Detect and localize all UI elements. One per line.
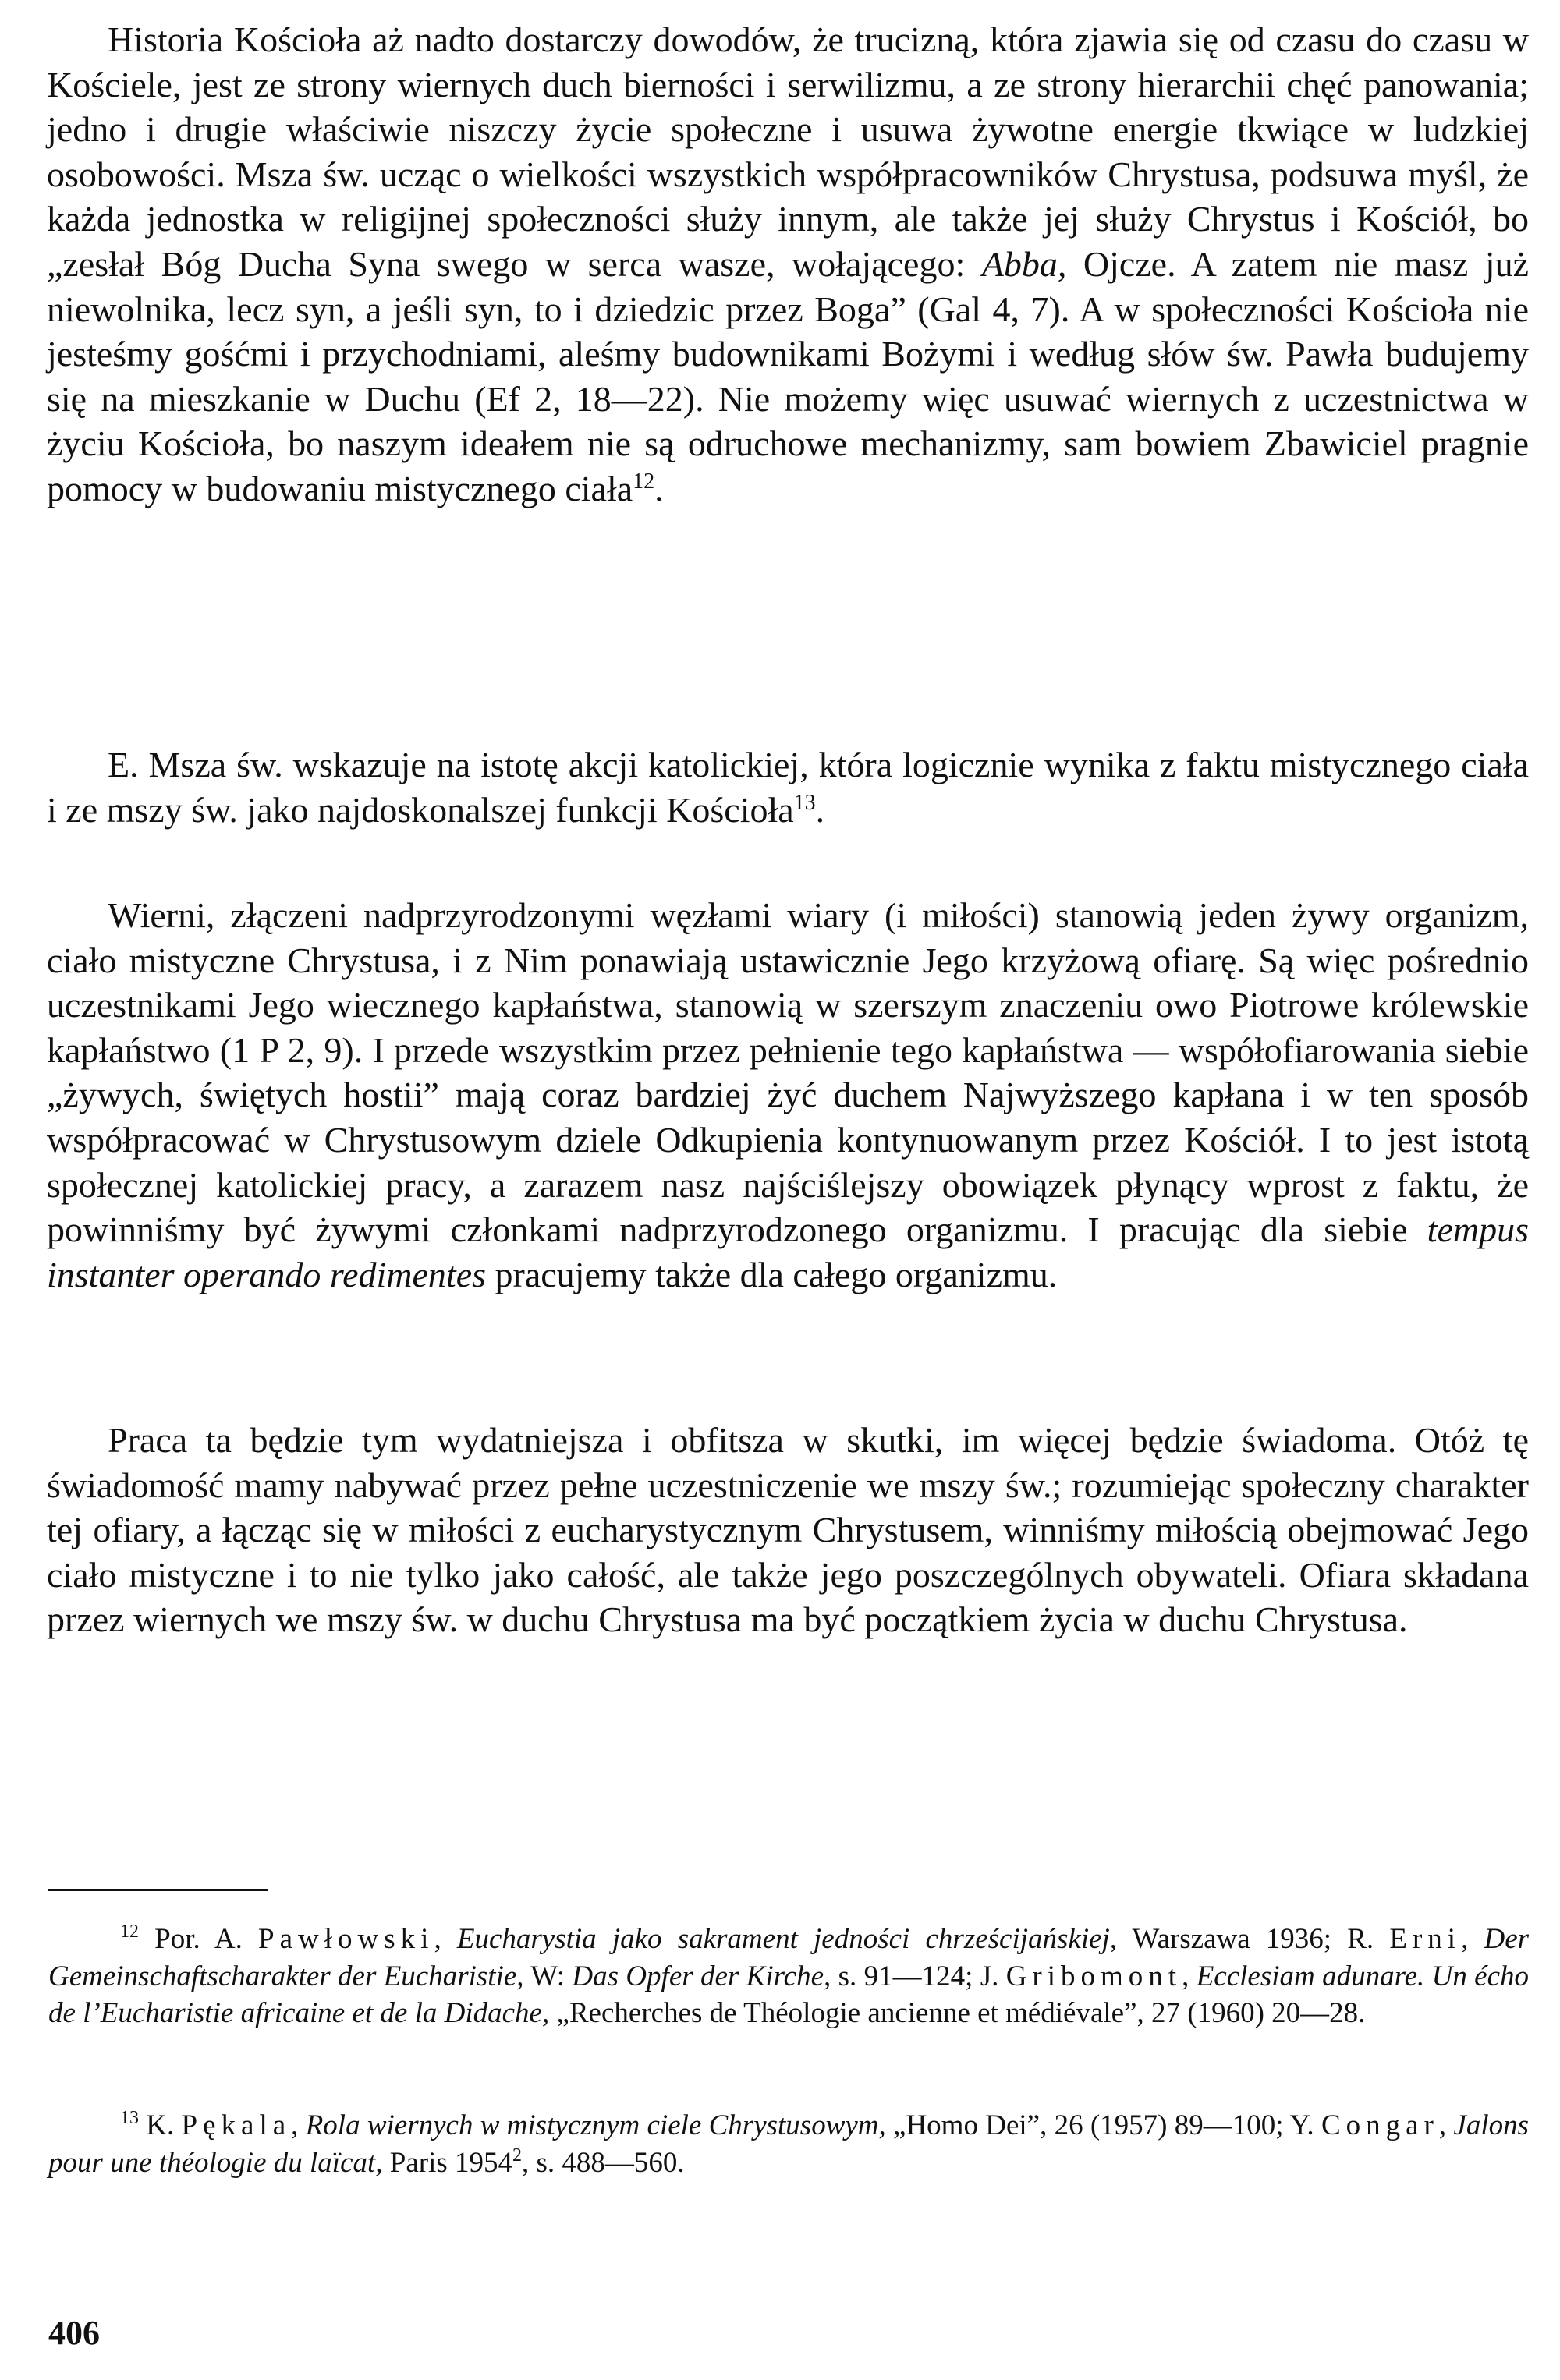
edition-superscript: 2 <box>512 2144 523 2166</box>
work-title: Rola wiernych w mistycznym ciele Chrystusowym, <box>305 2109 886 2141</box>
paragraph-text: Historia Kościoła aż nadto dostarczy dowodów, że trucizną, która zjawia się od czasu do czasu w Kościele, jest ze strony wiernych duch bierności i serwilizmu, a ze strony hierarchii chęć panowania; jedno i drugie właściwie niszczy życie społeczne i usuwa żywotne energie tkwiące w ludzkiej osobowości. Msza św. ucząc o wielkości wszystkich współpracowników Chrystusa, podsuwa myśl, że każda jednostka w religijnej społeczności służy innym, ale także jej służy Chrystus i Kościół, bo „zesłał Bóg Ducha Syna swego w serca wasze, wołającego: <box>47 19 1529 284</box>
paragraph-faithful <box>47 893 1529 1297</box>
paragraph-text: . <box>815 789 825 830</box>
footnote-text: „Homo Dei”, 26 (1957) 89—100; Y. <box>885 2109 1321 2141</box>
paragraph-text: pracujemy także dla całego organizmu. <box>486 1254 1058 1294</box>
footnote-13 <box>48 2107 1529 2181</box>
paragraph-section-e <box>47 742 1529 832</box>
paragraph-church-history <box>47 17 1529 512</box>
footnote-12 <box>48 1921 1529 2032</box>
footnote-text: , <box>1461 1923 1484 1955</box>
footnote-reference: 12 <box>633 469 655 494</box>
footnote-text: Warszawa 1936; R. <box>1117 1923 1390 1955</box>
footnote-reference: 13 <box>793 790 816 815</box>
footnote-text: W: <box>523 1960 573 1992</box>
footnote-number: 12 <box>120 1921 139 1942</box>
footnote-text: s. 91—124; J. <box>831 1960 1006 1992</box>
footnote-text: , <box>1438 2109 1454 2141</box>
paragraph-text: . <box>654 468 664 508</box>
work-title: Eucharystia jako sakrament jedności chrześcijańskiej, <box>456 1923 1118 1955</box>
italic-phrase: tempus instanter operando redimentes <box>47 1209 1529 1294</box>
page-number: 406 <box>48 2314 100 2352</box>
author-name: Erni <box>1389 1923 1462 1955</box>
author-name: Congar <box>1321 2109 1439 2141</box>
footnote-text: K. <box>146 2109 182 2141</box>
author-name: Gribomont <box>1005 1960 1182 1992</box>
footnote-text: , <box>434 1923 457 1955</box>
author-name: Pękala <box>181 2109 292 2141</box>
paragraph-text: Praca ta będzie tym wydatniejsza i obfitsza w skutki, im więcej będzie świadoma. Otóż tę świadomość mamy nabywać przez pełne uczestniczenie we mszy św.; rozumiejąc społeczny charakter tej ofiary, a łącząc się w miłości z eucharystycznym Chrystusem, winniśmy miłością obejmować Jego ciało mistyczne i to nie tylko jako całość, ale także jego poszczególnych obywateli. Ofiara składana przez wiernych we mszy św. w duchu Chrystusa ma być początkiem życia w duchu Chrystusa. <box>47 1420 1529 1640</box>
paragraph-text: Ojcze. A zatem nie masz już niewolnika, lecz syn, a jeśli syn, to i dziedzic przez Boga” (Gal 4, 7). A w społeczności Kościoła nie jesteśmy gośćmi i przychodniami, aleśmy budownikami Bożymi i według słów św. Pawła budujemy się na mieszkanie w Duchu (Ef 2, 18—22). Nie możemy więc usuwać wiernych z uczestnictwa w życiu Kościoła, bo naszym ideałem nie są odruchowe mechanizmy, sam bowiem Zbawiciel pragnie pomocy w budowaniu mistycznego ciała <box>47 243 1529 508</box>
author-name: Pawłowski <box>258 1923 434 1955</box>
paragraph-work <box>47 1418 1529 1642</box>
footnote-number: 13 <box>120 2108 139 2128</box>
footnote-text: Paris 1954 <box>382 2146 513 2179</box>
footnote-text: , <box>291 2109 306 2141</box>
work-title: Das Opfer der Kirche, <box>572 1960 831 1992</box>
paragraph-text: E. Msza św. wskazuje na istotę akcji katolickiej, która logicznie wynika z faktu mistycznego ciała i ze mszy św. jako najdoskonalszej funkcji Kościoła <box>47 745 1529 830</box>
footnote-separator <box>48 1889 268 1891</box>
footnote-text: „Recherches de Théologie ancienne et médiévale”, 27 (1960) 20—28. <box>549 1997 1366 2030</box>
italic-phrase: Abba, <box>981 243 1067 284</box>
footnote-text: , <box>1182 1960 1197 1992</box>
footnote-text: , s. 488—560. <box>522 2146 685 2179</box>
footnote-text: Por. A. <box>154 1923 259 1955</box>
work-title: Der Gemeinschaftscharakter der Eucharistie, <box>48 1923 1530 1992</box>
work-title: Ecclesiam adunare. Un écho de l’Eucharistie africaine et de la Didache, <box>48 1960 1530 2030</box>
paragraph-text: Wierni, złączeni nadprzyrodzonymi węzłami wiary (i miłości) stanowią jeden żywy organizm, ciało mistyczne Chrystusa, i z Nim ponawiają ustawicznie Jego krzyżową ofiarę. Są więc pośrednio uczestnikami Jego wiecznego kapłaństwa, stanowią w szerszym znaczeniu owo Piotrowe królewskie kapłaństwo (1 P 2, 9). I przede wszystkim przez pełnienie tego kapłaństwa — współofiarowania siebie „żywych, świętych hostii” mają coraz bardziej żyć duchem Najwyższego kapłana i w ten sposób współpracować w Chrystusowym dziele Odkupienia kontynuowanym przez Kościół. I to jest istotą społecznej katolickiej pracy, a zarazem nasz najściślejszy obowiązek płynący wprost z faktu, że powinniśmy być żywymi członkami nadprzyrodzonego organizmu. I pracując dla siebie <box>47 895 1529 1250</box>
work-title: Jalons pour une théologie du laïcat, <box>48 2109 1530 2179</box>
